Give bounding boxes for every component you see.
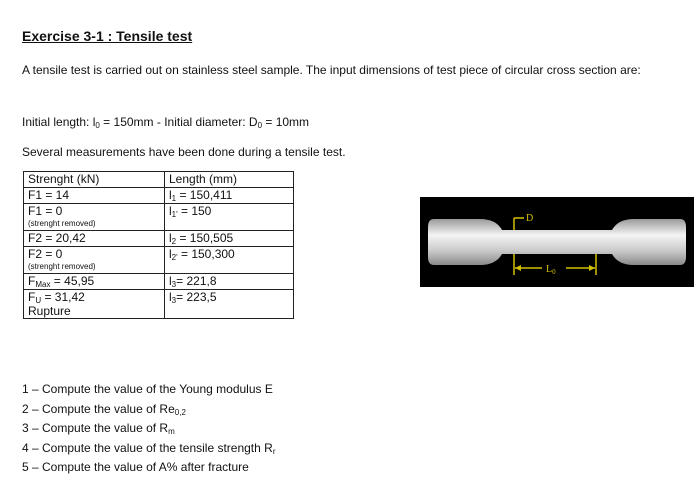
force-subscript: U (35, 296, 42, 305)
initial-dimensions (22, 112, 309, 132)
table-header-row (24, 172, 294, 188)
length-symbol: l (169, 274, 172, 288)
length-value: = 150,505 (176, 231, 234, 245)
force-cell (24, 247, 165, 274)
length-value: = 150,411 (176, 188, 233, 202)
length-subscript: 3 (171, 280, 177, 289)
length-cell (165, 247, 294, 274)
l0-value: = 150mm - Initial diameter: D (99, 115, 258, 129)
intro-text: A tensile test is carried out on stainless steel sample. The input dimensions of test piece of circular cross section are: (22, 63, 641, 77)
task-item: 1 – Compute the value of the Young modulus E (22, 382, 273, 396)
header-length: Length (mm) (165, 172, 294, 188)
force-symbol: F (28, 290, 36, 304)
length-subscript: 1' (171, 210, 178, 219)
length-symbol: l (169, 247, 172, 261)
length-symbol: l (169, 290, 172, 304)
gauge-length-label: $L_0$ (546, 264, 556, 276)
exercise-title: Exercise 3-1 : Tensile test (22, 28, 193, 44)
length-cell (165, 231, 294, 247)
force-note: (strenght removed) (28, 262, 96, 271)
table-row (24, 274, 294, 290)
length-cell (165, 204, 294, 231)
task-item: 4 – Compute the value of the tensile strength $R_r$ (22, 440, 276, 456)
tensile-specimen-diagram (420, 197, 694, 287)
length-symbol: l (169, 204, 172, 218)
l0-label: Initial length: l (22, 115, 96, 129)
force-cell (24, 188, 165, 204)
force-cell (24, 231, 165, 247)
header-strength: Strenght (kN) (24, 172, 165, 188)
force-symbol: F (28, 274, 36, 288)
length-symbol: l (169, 231, 172, 245)
length-value: = 150,300 (177, 247, 235, 261)
measurements-intro: Several measurements have been done during a tensile test. (22, 145, 346, 159)
force-value: = 45,95 (50, 274, 95, 288)
table-row (24, 204, 294, 231)
force-cell (24, 290, 165, 319)
length-cell (165, 290, 294, 319)
force-subscript: Max (35, 280, 51, 289)
length-value: = 223,5 (176, 290, 217, 304)
rupture-label: Rupture (28, 304, 71, 318)
l0-subscript: 0 (95, 121, 100, 130)
measurements-table (23, 171, 294, 319)
length-subscript: 3 (171, 296, 177, 305)
task-list (22, 380, 276, 478)
force-value: = 31,42 (41, 290, 85, 304)
force-cell (24, 274, 165, 290)
length-cell (165, 274, 294, 290)
length-cell (165, 188, 294, 204)
length-subscript: 2' (171, 253, 178, 262)
d0-value: = 10mm (262, 115, 310, 129)
task-item: 5 – Compute the value of A% after fracture (22, 460, 249, 474)
table-row (24, 247, 294, 274)
task-item: 3 – Compute the value of $R_m$ (22, 421, 175, 436)
length-value: = 221,8 (176, 274, 217, 288)
force-cell (24, 204, 165, 231)
force-value: F1 = 0 (28, 204, 63, 218)
task-item: 2 – Compute the value of $Re_{0,2}$ (22, 401, 186, 417)
length-symbol: l (169, 188, 172, 202)
force-value: F2 = 0 (28, 247, 63, 261)
table-row (24, 290, 294, 319)
diameter-label: D (526, 213, 534, 224)
force-value: F2 = 20,42 (28, 231, 86, 245)
length-subscript: 2 (171, 237, 177, 246)
force-value: F1 = 14 (28, 188, 70, 202)
table-row (24, 188, 294, 204)
d0-subscript: 0 (257, 121, 263, 130)
length-subscript: 1 (171, 194, 177, 203)
force-note: (strenght removed) (28, 219, 96, 228)
table-row (24, 231, 294, 247)
length-value: = 150 (177, 204, 212, 218)
